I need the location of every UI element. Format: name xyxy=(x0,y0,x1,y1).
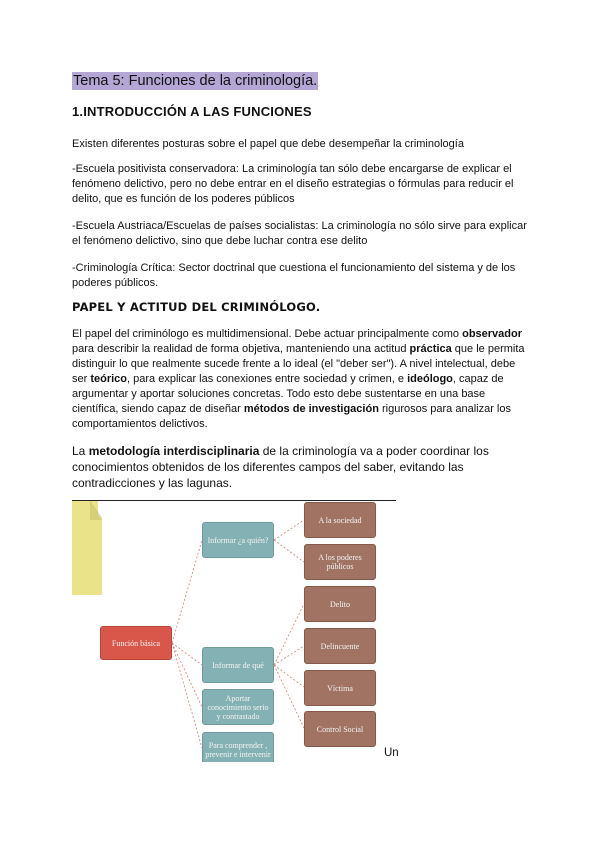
leaf-node-delincuente: Delincuente xyxy=(304,628,376,664)
connector-root-branch2 xyxy=(172,643,202,665)
diagram-top-border xyxy=(72,500,396,501)
keyword-teorico: teórico xyxy=(90,373,128,385)
leaf-node-victima: Víctima xyxy=(304,670,376,706)
keyword-metodologia: metodología interdisciplinaria xyxy=(88,444,260,458)
connector-branch2-leaf6 xyxy=(274,665,304,728)
connector-branch1-leaf1 xyxy=(274,520,304,540)
connector-branch2-leaf5 xyxy=(274,665,304,687)
keyword-ideologo: ideólogo xyxy=(407,373,453,385)
austrian-school-paragraph: -Escuela Austriaca/Escuelas de países socialistas: La criminología no sólo sirve para explicar el fenómeno delictivo, sino que debe luchar contra ese delito xyxy=(72,220,527,247)
leaf-node-delito: Delito xyxy=(304,586,376,622)
connector-root-branch4 xyxy=(172,643,202,748)
connector-branch2-leaf4 xyxy=(274,646,304,665)
keyword-practica: práctica xyxy=(409,343,452,355)
function-diagram xyxy=(72,500,396,762)
role-paragraph: El papel del criminólogo es multidimensional. Debe actuar principalmente como observador para describir la realidad de forma objetiva, manteniendo una actitud práctica que le permita distinguir lo que realmente sucede frente a lo ideal (el "deber ser"). A nivel intelectual, debe ser teórico, para explicar las conexiones entre sociedad y crimen, e ideólogo, capaz de argumentar y aportar soluciones concretas. Todo esto debe sustentarse en una base científica, siendo capaz de diseñar métodos de investigación rigurosos para analizar los comportamientos delictivos. xyxy=(72,328,525,430)
branch-node-informar-de-que: Informar de qué xyxy=(202,647,274,683)
page-title: Tema 5: Funciones de la criminología. xyxy=(73,73,318,89)
positivist-school-paragraph: -Escuela positivista conservadora: La criminología tan sólo debe encargarse de explicar el fenómeno delictivo, pero no debe entrar en el diseño estrategias o fórmulas para reducir el delito, que es función de los poderes públicos xyxy=(72,163,514,205)
trailing-text-fragment: Un xyxy=(384,747,399,759)
branch-node-informar-a-quien: Informar ¿a quién? xyxy=(202,522,274,558)
branch-node-para-comprender: Para comprender , prevenir e intervenir xyxy=(202,732,274,762)
critical-criminology-paragraph: -Criminología Crítica: Sector doctrinal que cuestiona el funcionamiento del sistema y de los poderes públicos. xyxy=(72,262,516,289)
root-node-funcion-basica: Función básica xyxy=(100,626,172,660)
keyword-metodos: métodos de investigación xyxy=(243,403,379,415)
leaf-node-a-los-poderes-publicos: A los poderes públicos xyxy=(304,544,376,580)
intro-paragraph: Existen diferentes posturas sobre el papel que debe desempeñar la criminología xyxy=(72,138,464,150)
branch-node-aportar-conocimiento: Aportar conocimiento serio y contrastado xyxy=(202,689,274,725)
keyword-observador: observador xyxy=(462,328,523,340)
section-heading-introduccion: 1.INTRODUCCIÓN A LAS FUNCIONES xyxy=(72,104,312,119)
section-heading-papel: PAPEL Y ACTITUD DEL CRIMINÓLOGO. xyxy=(72,300,321,314)
connector-branch1-leaf2 xyxy=(274,540,304,562)
methodology-paragraph: La metodología interdisciplinaria de la criminología va a poder coordinar los conocimientos obtenidos de los diferentes campos del saber, evitando las contradicciones y las lagunas. xyxy=(72,444,489,490)
connector-root-branch3 xyxy=(172,643,202,707)
leaf-node-control-social: Control Social xyxy=(304,711,376,747)
connector-root-branch1 xyxy=(172,540,202,643)
leaf-node-a-la-sociedad: A la sociedad xyxy=(304,502,376,538)
